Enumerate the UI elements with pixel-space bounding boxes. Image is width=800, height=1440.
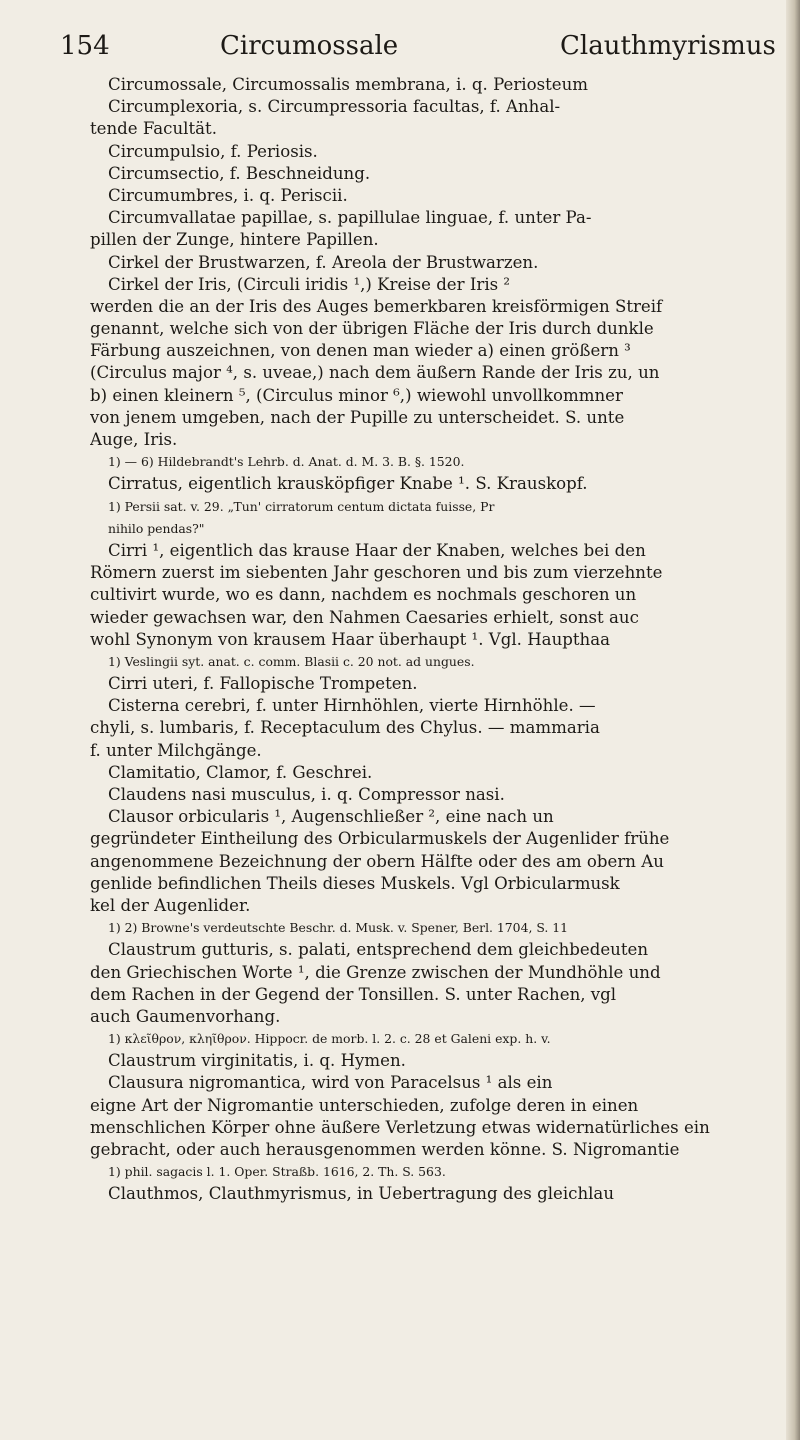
text-line: Circumpulsio, f. Periosis. (108, 141, 318, 161)
text-line: wieder gewachsen war, den Nahmen Caesaries erhielt, sonst auc (90, 607, 639, 627)
text-line: gebracht, oder auch herausgenommen werden könne. S. Nigromantie (90, 1140, 680, 1159)
text-line: genannt, welche sich von der übrigen Fläche der Iris durch dunkle (90, 319, 654, 339)
text-line: Cirri ¹, eigentlich das krause Haar der Knaben, welches bei den (108, 540, 646, 560)
text-line: kel der Augenlider. (90, 895, 251, 915)
footnote-line: 1) phil. sagacis l. 1. Oper. Straßb. 1616, 2. Th. S. 563. (108, 1164, 446, 1180)
text-line: Clauthmos, Clauthmyrismus, in Uebertragung des gleichlau (108, 1184, 615, 1204)
text-line: auch Gaumenvorhang. (90, 1006, 281, 1026)
text-line: Circumumbres, i. q. Periscii. (108, 185, 348, 205)
text-line: Cirkel der Iris, (Circuli iridis ¹,) Kreise der Iris ² (108, 274, 511, 294)
text-line: Claustrum gutturis, s. palati, entsprechend dem gleichbedeuten (108, 940, 649, 960)
text-line: Römern zuerst im siebenten Jahr geschoren und bis zum vierzehnte (90, 563, 663, 583)
page-gutter (786, 0, 800, 1440)
text-line: Auge, Iris. (90, 430, 178, 449)
text-line: Cirratus, eigentlich krausköpfiger Knabe ¹. S. Krauskopf. (108, 474, 588, 494)
text-line: Clausura nigromantica, wird von Paracelsus ¹ als ein (108, 1073, 553, 1093)
left-running-head: Circumossale (220, 31, 399, 61)
right-running-head: Clauthmyrismus (560, 31, 776, 61)
text-line: cultivirt wurde, wo es dann, nachdem es nochmals geschoren un (90, 585, 637, 605)
footnote-line: 1) Veslingii syt. anat. c. comm. Blasii c. 20 not. ad ungues. (108, 653, 475, 669)
text-line: Circumossale, Circumossalis membrana, i. q. Periosteum (108, 75, 589, 94)
text-line: Clamitatio, Clamor, f. Geschrei. (108, 762, 373, 782)
page-number: 154 (60, 31, 110, 61)
footnote-line: nihilo pendas?" (108, 520, 205, 536)
footnote-line: 1) κλεῖθρον, κληῖθρον. Hippocr. de morb. l. 2. c. 28 et Galeni exp. h. v. (108, 1031, 551, 1047)
text-line: tende Facultät. (90, 119, 217, 139)
text-line: chyli, s. lumbaris, f. Receptaculum des Chylus. — mammaria (90, 718, 600, 738)
text-line: Cisterna cerebri, f. unter Hirnhöhlen, vierte Hirnhöhle. — (108, 696, 596, 716)
text-line: (Circulus major ⁴, s. uveae,) nach dem äußern Rande der Iris zu, un (90, 363, 660, 383)
text-line: Cirkel der Brustwarzen, f. Areola der Brustwarzen. (108, 252, 539, 272)
text-line: b) einen kleinern ⁵, (Circulus minor ⁶,) wiewohl unvollkommner (90, 385, 623, 405)
text-line: angenommene Bezeichnung der obern Hälfte oder des am obern Au (90, 851, 664, 871)
text-line: den Griechischen Worte ¹, die Grenze zwischen der Mundhöhle und (90, 962, 661, 982)
text-line: pillen der Zunge, hintere Papillen. (90, 230, 379, 250)
text-line: f. unter Milchgänge. (90, 740, 262, 760)
text-line: von jenem umgeben, nach der Pupille zu unterscheidet. S. unte (90, 407, 625, 427)
text-line: Circumplexoria, s. Circumpressoria facultas, f. Anhal- (108, 97, 561, 117)
text-line: dem Rachen in der Gegend der Tonsillen. S. unter Rachen, vgl (90, 984, 617, 1004)
text-line: Circumsectio, f. Beschneidung. (108, 163, 371, 183)
text-line: Circumvallatae papillae, s. papillulae linguae, f. unter Pa- (108, 208, 592, 228)
text-line: Claudens nasi musculus, i. q. Compressor nasi. (108, 785, 505, 804)
text-line: genlide befindlichen Theils dieses Muskels. Vgl Orbicularmusk (90, 873, 620, 893)
dictionary-text (90, 74, 780, 1206)
text-line: menschlichen Körper ohne äußere Verletzung etwas widernatürliches ein (90, 1117, 710, 1137)
footnote-line: 1) — 6) Hildebrandt's Lehrb. d. Anat. d. M. 3. B. §. 1520. (108, 454, 465, 470)
text-line: Claustrum virginitatis, i. q. Hymen. (108, 1051, 406, 1071)
footnote-line: 1) Persii sat. v. 29. „Tun' cirratorum centum dictata fuisse, Pr (108, 498, 495, 514)
text-line: Färbung auszeichnen, von denen man wieder a) einen größern ³ (90, 341, 631, 361)
running-header (60, 24, 780, 68)
footnote-line: 1) 2) Browne's verdeutschte Beschr. d. Musk. v. Spener, Berl. 1704, S. 11 (108, 920, 569, 936)
text-line: wohl Synonym von krausem Haar überhaupt ¹. Vgl. Haupthaa (90, 629, 611, 649)
text-line: eigne Art der Nigromantie unterschieden, zufolge deren in einen (90, 1095, 639, 1115)
text-line: Clausor orbicularis ¹, Augenschließer ², eine nach un (108, 807, 554, 827)
text-line: gegründeter Eintheilung des Orbicularmuskels der Augenlider frühe (90, 829, 670, 849)
text-line: werden die an der Iris des Auges bemerkbaren kreisförmigen Streif (90, 296, 663, 316)
text-line: Cirri uteri, f. Fallopische Trompeten. (108, 674, 418, 694)
